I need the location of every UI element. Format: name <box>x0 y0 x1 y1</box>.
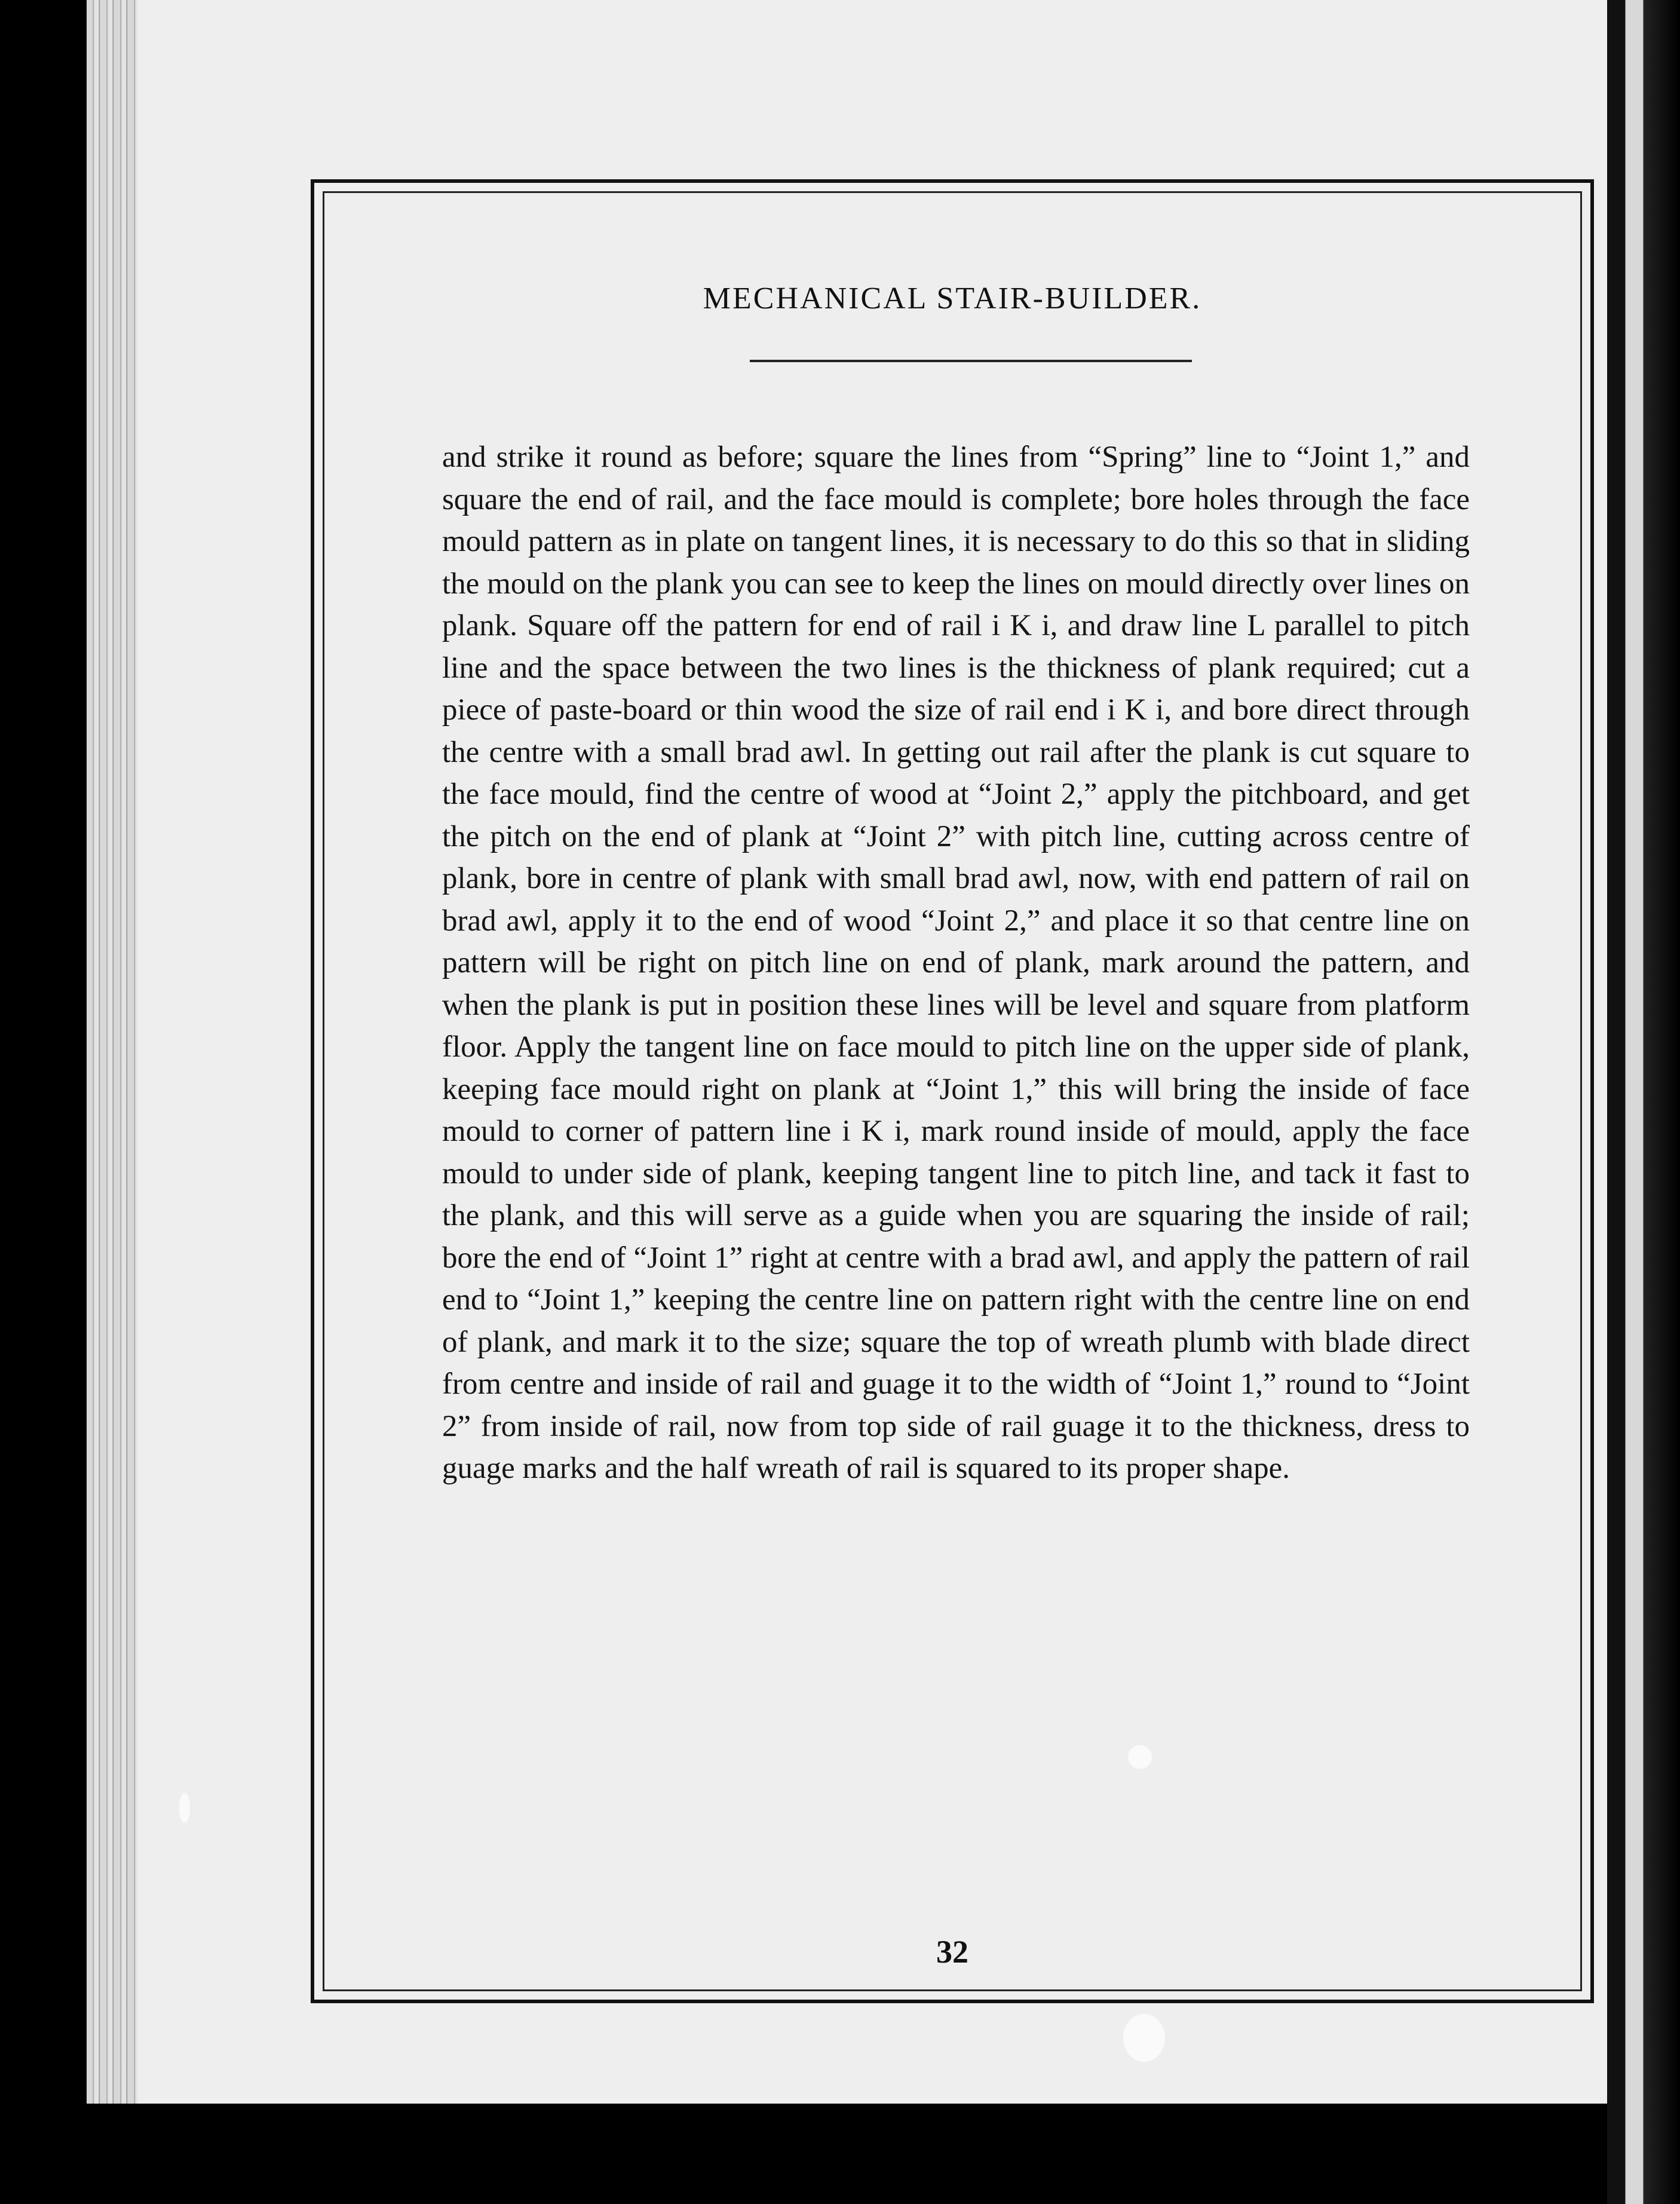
scan-speck <box>179 1793 190 1823</box>
scan-bottom-margin <box>87 2104 1607 2204</box>
book-spine-edge <box>1607 0 1680 2204</box>
body-paragraph: and strike it round as before; square the lines from “Spring” line to “Joint 1,” and square the end of rail, and the face mould is complete; bore holes through the face mould pattern as in plate on tangent lines, it is necessary to do this so that in sliding the mould on the plank you can see to keep the lines on mould directly over lines on plank. Square off the pattern for end of rail i K i, and draw line L parallel to pitch line and the space between the two lines is the thickness of plank required; cut a piece of paste-board or thin wood the size of rail end i K i, and bore direct through the centre with a small brad awl. In getting out rail after the plank is cut square to the face mould, find the centre of wood at “Joint 2,” apply the pitchboard, and get the pitch on the end of plank at “Joint 2” with pitch line, cutting across centre of plank, bore in centre of plank with small brad awl, now, with end pattern of rail on brad awl, apply it to the end of wood “Joint 2,” and place it so that centre line on pattern will be right on pitch line on end of plank, mark around the pattern, and when the plank is put in position these lines will be level and square from platform floor. Apply the tangent line on face mould to pitch line on the upper side of plank, keeping face mould right on plank at “Joint 1,” this will bring the inside of face mould to corner of pattern line i K i, mark round inside of mould, apply the face mould to under side of plank, keeping tangent line to pitch line, and tack it fast to the plank, and this will serve as a guide when you are squaring the inside of rail; bore the end of “Joint 1” right at centre with a brad awl, and apply the pattern of rail end to “Joint 1,” keeping the centre line on pattern right with the centre line on end of plank, and mark it to the size; square the top of wreath plumb with blade direct from centre and inside of rail and guage it to the width of “Joint 1,” round to “Joint 2” from inside of rail, now from top side of rail guage it to the thickness, dress to guage marks and the half wreath of rail is squared to its proper shape. <box>442 440 1470 1485</box>
scan-left-margin <box>0 0 87 2204</box>
page-number: 32 <box>936 1934 968 1970</box>
scan-speck <box>1128 1745 1152 1769</box>
scan-speck <box>1123 2014 1165 2062</box>
running-title: MECHANICAL STAIR-BUILDER. <box>703 281 1202 316</box>
book-page-edges <box>87 0 140 2104</box>
title-rule <box>750 360 1192 362</box>
